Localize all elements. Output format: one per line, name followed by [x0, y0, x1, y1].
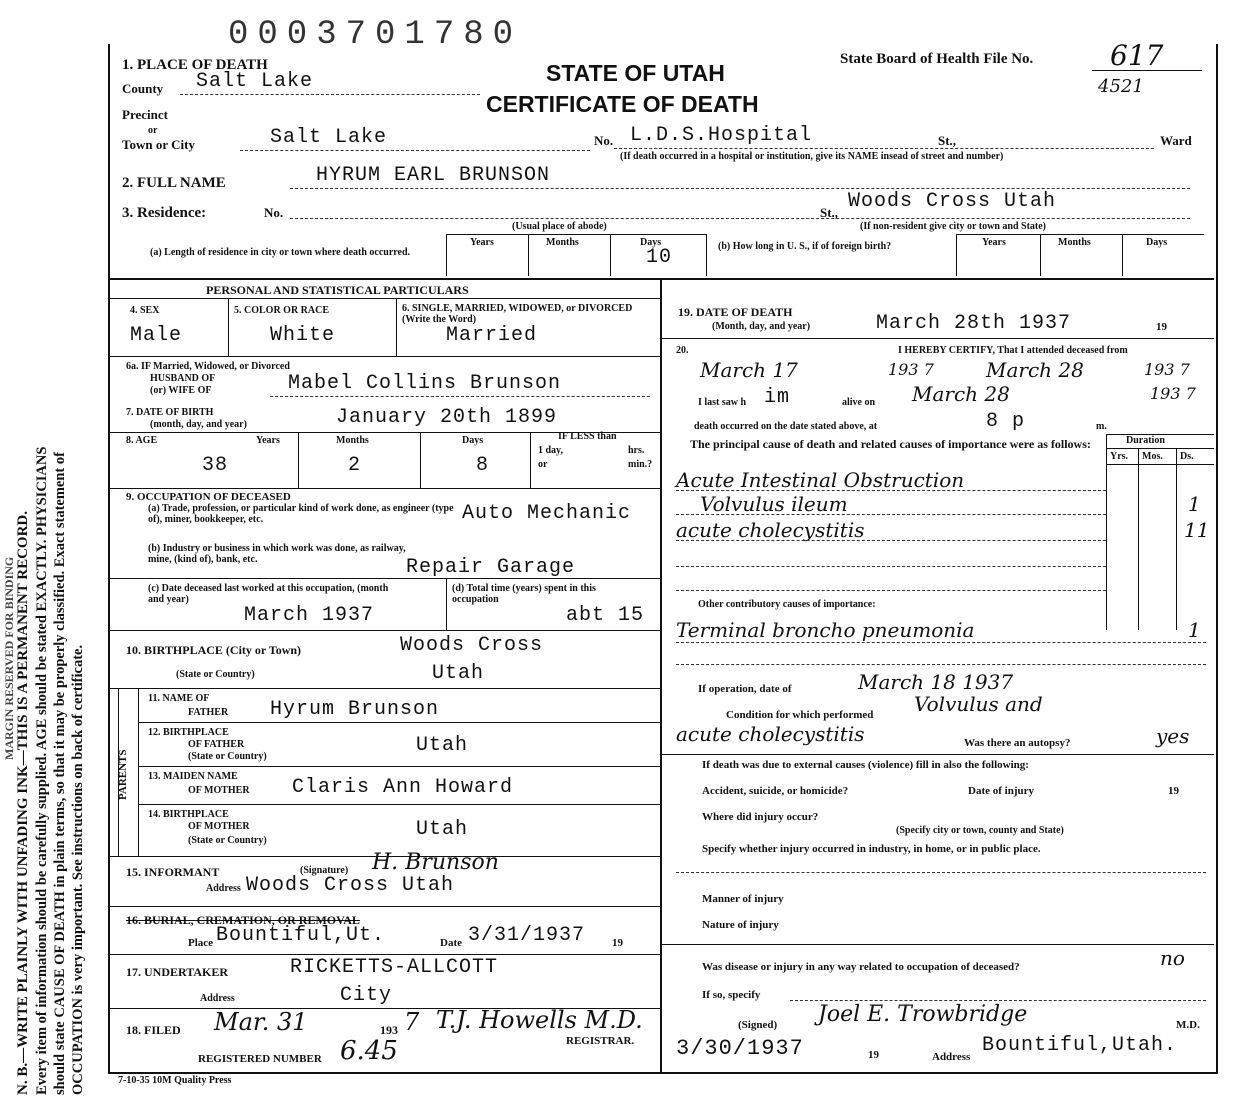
- mother-bp-label-2: OF MOTHER: [188, 821, 250, 832]
- margin-line-4: OCCUPATION is very important. See instructions on back of certificate.: [70, 644, 86, 1095]
- less-min-label: min.?: [628, 459, 653, 470]
- color-value: White: [270, 324, 336, 347]
- dob-sub: (month, day, and year): [150, 419, 247, 430]
- marital-label: 6. SINGLE, MARRIED, WIDOWED, or DIVORCED (Write the Word): [402, 303, 633, 325]
- age-months-value: 2: [348, 454, 362, 477]
- father-label-1: 11. NAME OF: [148, 693, 210, 704]
- hospital-note: (If death occurred in a hospital or institution, give its NAME insead of street and number): [620, 151, 1004, 162]
- occupation-related-value: no: [1160, 946, 1185, 970]
- alive-year: 193 7: [1150, 384, 1196, 403]
- margin-reserved-stamp: MARGIN RESERVED FOR BINDING: [2, 556, 16, 760]
- cause-3-duration: 11: [1184, 518, 1210, 542]
- autopsy-label: Was there an autopsy?: [964, 737, 1071, 749]
- parents-side-label: PARENTS: [117, 749, 129, 800]
- father-bp-sub: (State or Country): [188, 751, 267, 762]
- usa-years-header: Years: [982, 237, 1006, 248]
- occupation-b-label: (b) Industry or business in which work was done, as railway, mine, (kind of), bank, etc.: [148, 543, 406, 565]
- town-label: Town or City: [122, 137, 195, 152]
- age-years-label: Years: [256, 435, 280, 446]
- alive-date: March 28: [912, 382, 1010, 406]
- other-causes-label: Other contributory causes of importance:: [698, 599, 876, 610]
- certify-from-year: 193 7: [888, 360, 934, 379]
- full-name-value: HYRUM EARL BRUNSON: [316, 164, 551, 187]
- registrar-signature: T.J. Howells M.D.: [436, 1006, 643, 1034]
- burial-date: 3/31/1937: [468, 924, 586, 947]
- nonresident-note: (If non-resident give city or town and State): [860, 221, 1047, 232]
- age-months-label: Months: [336, 435, 369, 446]
- physician-address-label: Address: [932, 1051, 971, 1063]
- mother-bp-value: Utah: [416, 818, 469, 841]
- county-value: Salt Lake: [196, 70, 314, 93]
- informant-signature-label: (Signature): [300, 865, 349, 876]
- cause-3: acute cholecystitis: [676, 518, 865, 542]
- age-days-value: 8: [476, 454, 490, 477]
- no-label: No.: [594, 133, 614, 148]
- hospital-value: L.D.S.Hospital: [630, 124, 813, 147]
- color-label: 5. COLOR OR RACE: [234, 305, 330, 316]
- reg-number-label: REGISTERED NUMBER: [198, 1053, 322, 1065]
- birthplace-label: 10. BIRTHPLACE (City or Town): [126, 643, 302, 657]
- county-label: County: [122, 81, 164, 96]
- age-days-label: Days: [462, 435, 484, 446]
- spouse-label-3: (or) WIFE OF: [150, 385, 212, 396]
- certificate-title: CERTIFICATE OF DEATH: [486, 91, 759, 117]
- father-bp-label-2: OF FATHER: [188, 739, 245, 750]
- filed-date: Mar. 31: [214, 1008, 308, 1036]
- accident-label: Accident, suicide, or homicide?: [702, 785, 849, 797]
- mother-label-2: OF MOTHER: [188, 785, 250, 796]
- filed-label: 18. FILED: [126, 1023, 181, 1037]
- informant-address-label: Address: [206, 883, 241, 894]
- margin-line-2: Every item of information should be carefully supplied. AGE should be stated EXACTLY. PHYSICIANS: [33, 446, 50, 1095]
- spouse-value: Mabel Collins Brunson: [288, 372, 562, 395]
- file-no: 617: [1110, 39, 1164, 72]
- occupation-related-label: Was disease or injury in any way related to occupation of deceased?: [702, 961, 1020, 973]
- mother-label-1: 13. MAIDEN NAME: [148, 771, 238, 782]
- residence-st-label: St.,: [820, 205, 839, 220]
- residence-no-label: No.: [264, 205, 284, 220]
- certify-from: March 17: [700, 358, 798, 382]
- birthplace-city: Woods Cross: [400, 634, 544, 657]
- sign-year: 19: [868, 1049, 879, 1061]
- age-label: 8. AGE: [126, 435, 158, 446]
- occupation-label: 9. OCCUPATION OF DECEASED: [126, 491, 291, 503]
- sign-date: 3/30/1937: [676, 1036, 804, 1061]
- occupation-c-value: March 1937: [244, 604, 375, 627]
- print-info: 7-10-35 10M Quality Press: [118, 1075, 232, 1086]
- alive-label: alive on: [842, 397, 876, 408]
- file-no-label: State Board of Health File No.: [840, 51, 1034, 67]
- other-cause-duration: 1: [1188, 618, 1201, 642]
- informant-signature: H. Brunson: [372, 850, 499, 875]
- birthplace-state: Utah: [432, 662, 485, 685]
- injury-year: 19: [1168, 785, 1179, 797]
- where-injury-label: Where did injury occur?: [702, 811, 819, 823]
- residence-value: Woods Cross Utah: [848, 190, 1057, 213]
- manner-label: Manner of injury: [702, 893, 784, 905]
- occupation-d-value: abt 15: [566, 604, 645, 627]
- undertaker-address: City: [340, 984, 393, 1007]
- res-months-header: Months: [546, 237, 579, 248]
- occupation-b-value: Repair Garage: [406, 556, 576, 579]
- external-causes-label: If death was due to external causes (violence) fill in also the following:: [702, 759, 1029, 771]
- serial-number: 0003701780: [228, 16, 523, 54]
- burial-year-suffix: 19: [612, 937, 623, 949]
- dob-label: 7. DATE OF BIRTH: [126, 407, 214, 418]
- certify-to: March 28: [986, 358, 1084, 382]
- spouse-label-1: 6a. IF Married, Widowed, or Divorced: [126, 361, 290, 372]
- st-label: St.,: [938, 133, 957, 148]
- death-date-sub: (Month, day, and year): [712, 321, 811, 332]
- md-label: M.D.: [1176, 1019, 1200, 1031]
- duration-yrs: Yrs.: [1110, 451, 1129, 462]
- last-saw-value: im: [764, 386, 791, 409]
- res-years-header: Years: [470, 237, 494, 248]
- mother-bp-sub: (State or Country): [188, 835, 267, 846]
- duration-label: Duration: [1126, 435, 1165, 446]
- margin-line-3: should state CAUSE OF DEATH in plain terms, so that it may be properly classified. Exact statement of: [51, 452, 68, 1095]
- less-hrs-label: hrs.: [628, 445, 645, 456]
- operation-date: March 18 1937: [858, 670, 1014, 694]
- burial-place: Bountiful,Ut.: [216, 924, 386, 947]
- if-less-label: IF LESS than: [558, 431, 617, 442]
- file-no-alt: 4521: [1098, 76, 1144, 97]
- cause-2-duration: 1: [1188, 492, 1201, 516]
- specify-city-label: (Specify city or town, county and State): [896, 825, 1064, 836]
- condition-label: Condition for which performed: [726, 709, 874, 721]
- death-hour: 8 p: [986, 410, 1026, 433]
- duration-ds: Ds.: [1180, 451, 1194, 462]
- less-day-label: 1 day,: [538, 445, 564, 456]
- undertaker-label: 17. UNDERTAKER: [126, 965, 229, 979]
- burial-date-label: Date: [440, 937, 462, 949]
- foreign-birth-label: (b) How long in U. S., if of foreign birth?: [718, 241, 892, 252]
- if-so-label: If so, specify: [702, 989, 761, 1001]
- death-hour-label: death occurred on the date stated above, at: [694, 421, 878, 432]
- less-or-label: or: [538, 459, 548, 470]
- dob-value: January 20th 1899: [336, 406, 558, 429]
- length-residence-label: (a) Length of residence in city or town where death occurred.: [150, 247, 411, 258]
- death-date-label: 19. DATE OF DEATH: [678, 305, 793, 319]
- usual-abode-note: (Usual place of abode): [512, 221, 607, 232]
- precinct-label: Precinct: [122, 107, 168, 122]
- condition-1: Volvulus and: [914, 692, 1043, 716]
- residence-label: 3. Residence:: [122, 205, 207, 221]
- occupation-d-label: (d) Total time (years) spent in this occupation: [452, 583, 596, 605]
- undertaker-address-label: Address: [200, 993, 235, 1004]
- condition-2: acute cholecystitis: [676, 722, 865, 746]
- registrar-label: REGISTRAR.: [566, 1035, 635, 1047]
- full-name-label: 2. FULL NAME: [122, 175, 226, 191]
- filed-year: 7: [404, 1008, 420, 1036]
- physician-address: Bountiful,Utah.: [982, 1034, 1178, 1057]
- birthplace-state-label: (State or Country): [176, 669, 255, 680]
- last-saw-label: I last saw h: [698, 397, 747, 408]
- spouse-label-2: HUSBAND OF: [150, 373, 216, 384]
- specify-industry-label: Specify whether injury occurred in industry, in home, or in public place.: [702, 843, 1041, 855]
- res-days-value: 10: [646, 246, 673, 269]
- undertaker-name: RICKETTS-ALLCOTT: [290, 956, 499, 979]
- margin-instructions: [14, 55, 92, 1095]
- operation-label: If operation, date of: [698, 683, 792, 695]
- father-bp-label-1: 12. BIRTHPLACE: [148, 727, 229, 738]
- father-bp-value: Utah: [416, 734, 469, 757]
- autopsy-value: yes: [1156, 724, 1190, 748]
- place-of-death-label: 1. PLACE OF DEATH: [122, 57, 268, 73]
- town-value: Salt Lake: [270, 126, 388, 149]
- occupation-c-label: (c) Date deceased last worked at this occupation, (month and year): [148, 583, 389, 605]
- margin-line-1: N. B.—WRITE PLAINLY WITH UNFADING INK—THIS IS A PERMANENT RECORD.: [15, 511, 31, 1095]
- certify-to-year: 193 7: [1144, 360, 1190, 379]
- usa-days-header: Days: [1146, 237, 1168, 248]
- or-label: or: [148, 125, 158, 136]
- cause-label: The principal cause of death and related causes of importance were as follows:: [690, 437, 1091, 451]
- death-date-value: March 28th 1937: [876, 312, 1072, 335]
- injury-date-label: Date of injury: [968, 785, 1034, 797]
- burial-place-label: Place: [188, 937, 214, 949]
- physician-signature: Joel E. Trowbridge: [818, 1002, 1028, 1027]
- reg-number: 6.45: [340, 1036, 398, 1066]
- mother-value: Claris Ann Howard: [292, 776, 514, 799]
- certify-text: I HEREBY CERTIFY, That I attended deceased from: [898, 345, 1128, 356]
- occupation-a-value: Auto Mechanic: [462, 502, 632, 525]
- death-hour-m: m.: [1096, 421, 1107, 432]
- age-years-value: 38: [202, 454, 229, 477]
- duration-mos: Mos.: [1142, 451, 1163, 462]
- filed-year-prefix: 193: [380, 1023, 398, 1037]
- father-label-2: FATHER: [188, 707, 229, 718]
- sex-value: Male: [130, 324, 183, 347]
- nature-label: Nature of injury: [702, 919, 779, 931]
- death-date-suffix: 19: [1156, 321, 1167, 333]
- cause-1: Acute Intestinal Obstruction: [676, 468, 965, 492]
- other-cause: Terminal broncho pneumonia: [676, 618, 975, 642]
- cause-2: Volvulus ileum: [700, 492, 848, 516]
- informant-address: Woods Cross Utah: [246, 874, 455, 897]
- ward-label: Ward: [1160, 133, 1192, 148]
- res-days-header: Days: [640, 237, 662, 248]
- informant-label: 15. INFORMANT: [126, 865, 220, 879]
- burial-label: 16. BURIAL, CREMATION, OR REMOVAL: [126, 913, 360, 927]
- marital-value: Married: [446, 324, 538, 347]
- sex-label: 4. SEX: [130, 305, 160, 316]
- state-title: STATE OF UTAH: [546, 60, 725, 86]
- mother-bp-label-1: 14. BIRTHPLACE: [148, 809, 229, 820]
- certify-label: 20.: [676, 345, 689, 356]
- personal-title: PERSONAL AND STATISTICAL PARTICULARS: [206, 283, 469, 297]
- occupation-a-label: (a) Trade, profession, or particular kind of work done, as engineer (type of), miner, bookkeeper, etc.: [148, 503, 454, 525]
- usa-months-header: Months: [1058, 237, 1091, 248]
- signed-label: (Signed): [738, 1019, 778, 1031]
- father-value: Hyrum Brunson: [270, 698, 440, 721]
